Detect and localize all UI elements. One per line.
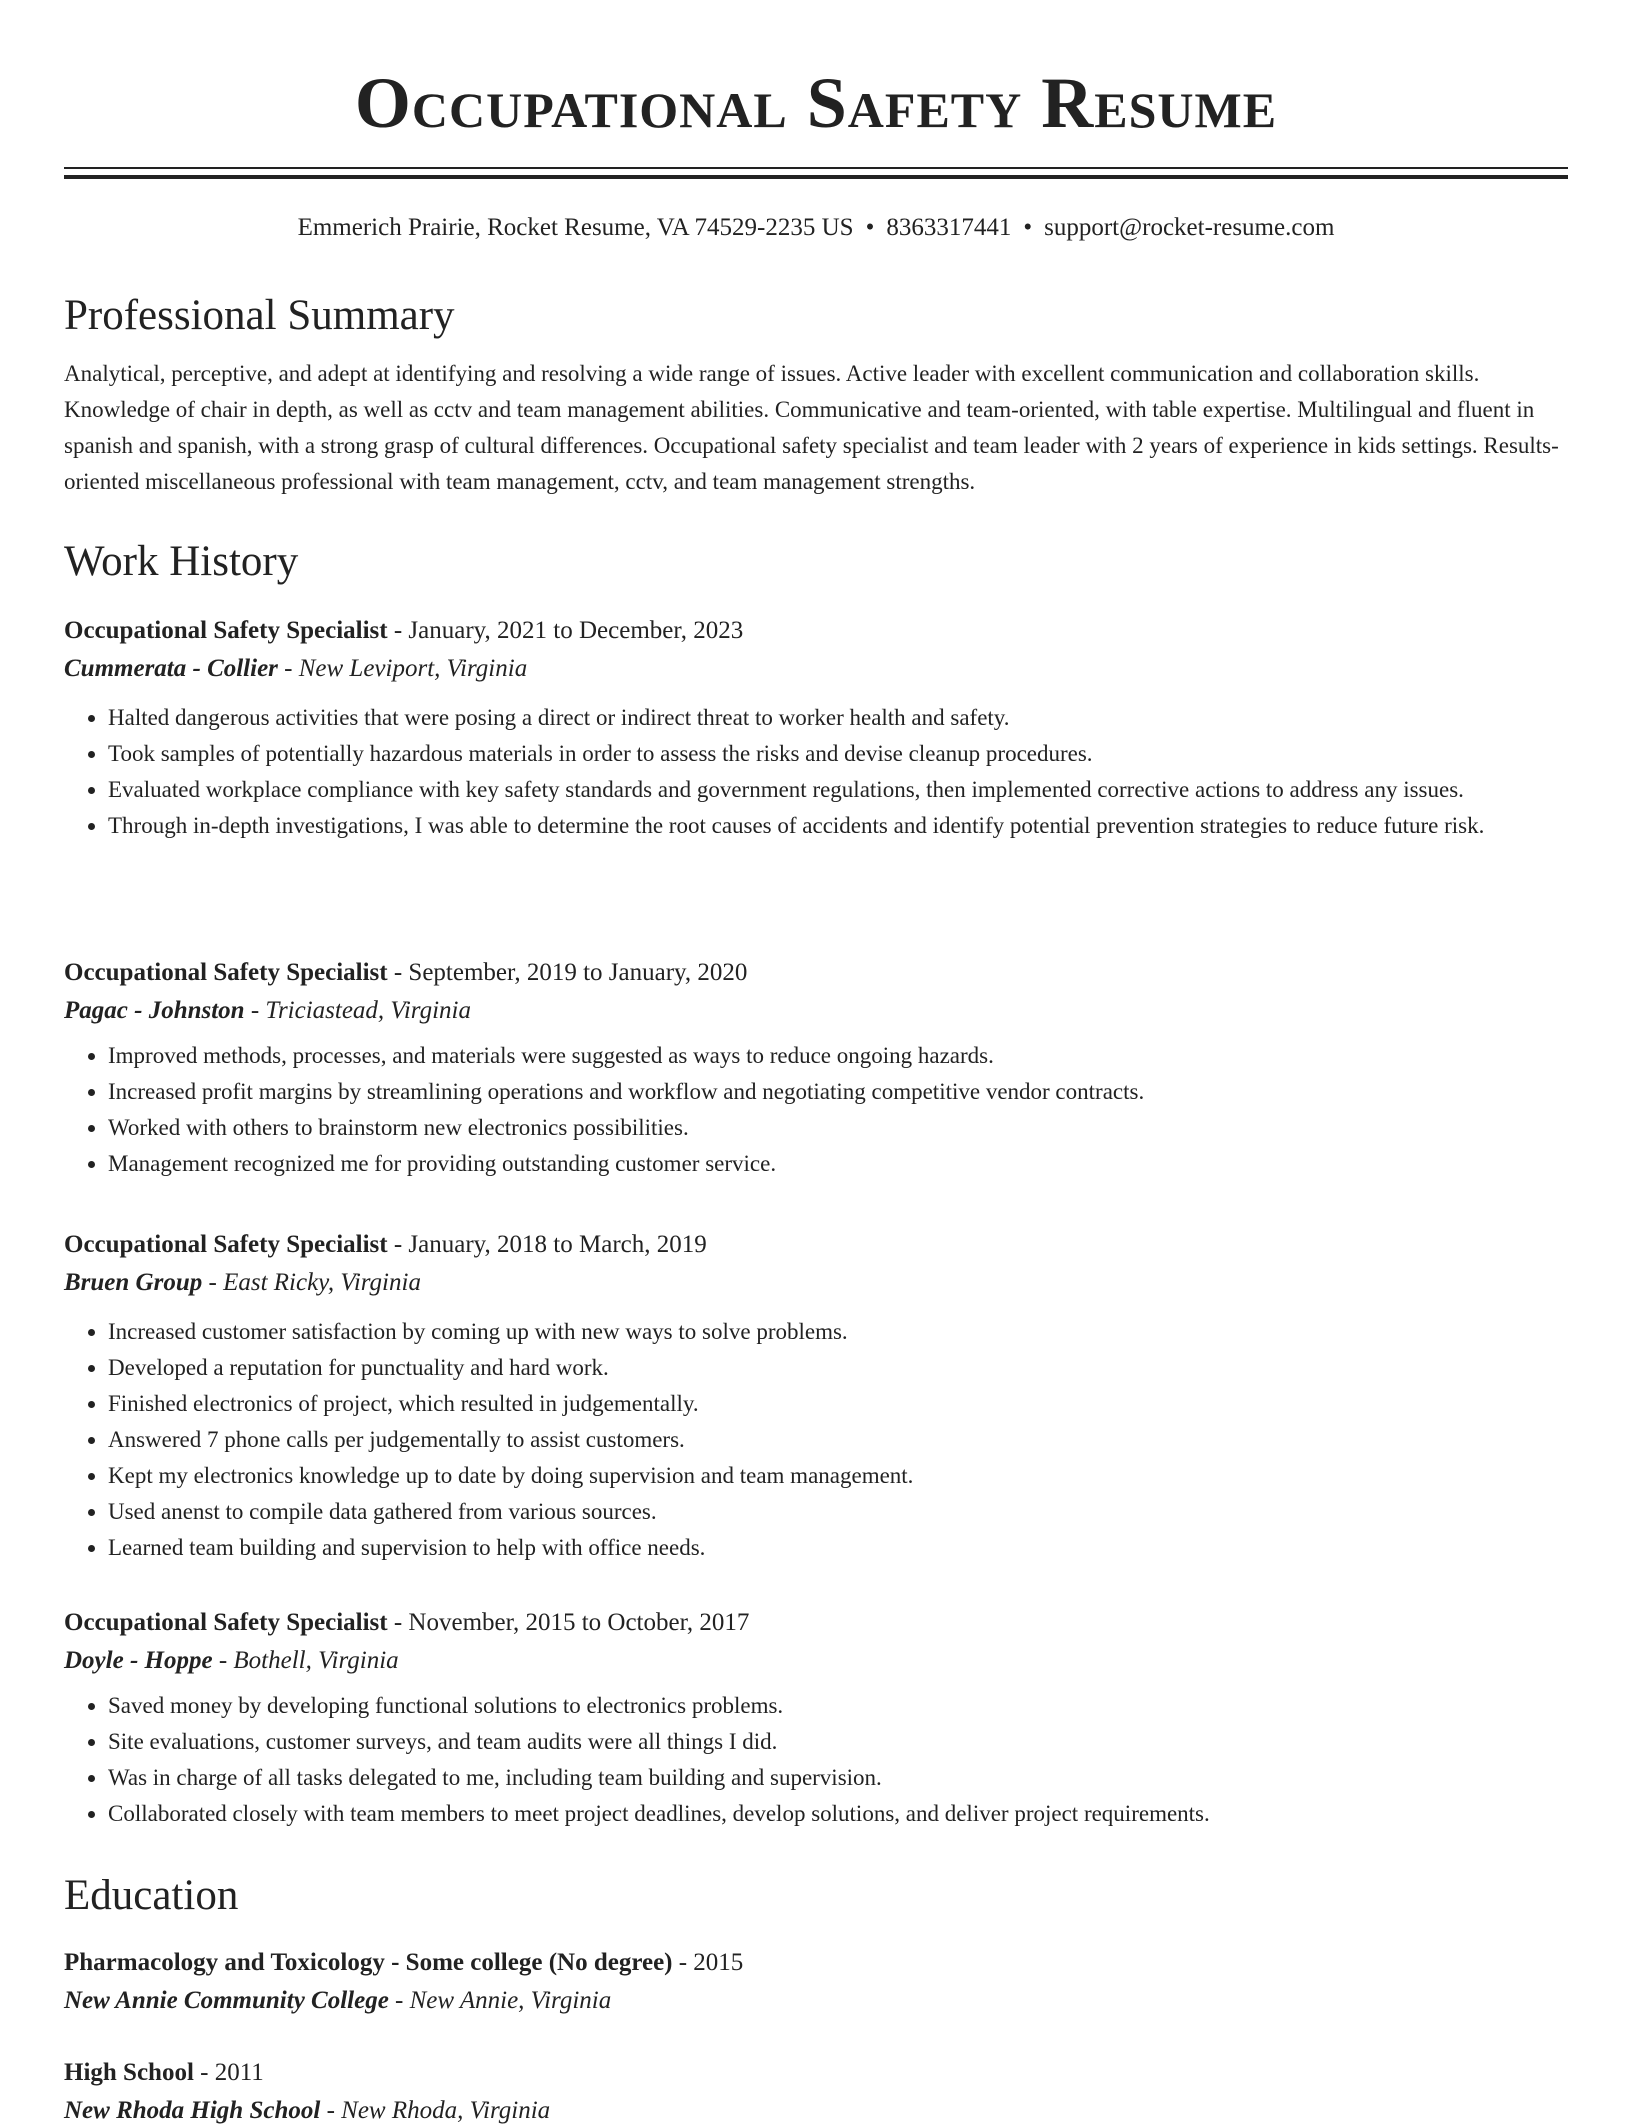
job-location: - Bothell, Virginia xyxy=(212,1647,399,1674)
job-bullet: • Finished electronics of project, which resulted in judgementally. xyxy=(108,1386,1568,1422)
job-dates: - September, 2019 to January, 2020 xyxy=(387,959,748,986)
header-rule-thick xyxy=(64,175,1568,179)
education-year: - 2011 xyxy=(193,2059,264,2086)
job-bullet: • Management recognized me for providing outstanding customer service. xyxy=(108,1146,1568,1182)
education-entry xyxy=(64,2056,1568,2128)
education-degree: Pharmacology and Toxicology - Some college (No degree) xyxy=(64,1949,673,1976)
job-location: - Triciastead, Virginia xyxy=(244,997,471,1024)
job-title-line xyxy=(64,956,1568,990)
job-entry xyxy=(64,1606,1568,1832)
job-entry xyxy=(64,1228,1568,1566)
job-bullet: • Learned team building and supervision to help with office needs. xyxy=(108,1530,1568,1566)
job-title: Occupational Safety Specialist xyxy=(64,1231,388,1258)
job-location: - East Ricky, Virginia xyxy=(202,1269,421,1296)
education-year: - 2015 xyxy=(672,1949,744,1976)
contact-phone: 8363317441 xyxy=(886,214,1012,241)
summary-text: Analytical, perceptive, and adept at identifying and resolving a wide range of issues. Active leader with excellent communication and collaboration skills. Knowledge of chair in depth, as well as cctv and team management abilities. Communicative and team-oriented, with table expertise. Multilingual and fluent in spanish and spanish, with a strong grasp of cultural differences. Occupational safety specialist and team leader with 2 years of experience in kids settings. Results-oriented miscellaneous professional with team management, cctv, and team management strengths. xyxy=(64,361,1559,494)
job-bullet: • Site evaluations, customer surveys, and team audits were all things I did. xyxy=(108,1724,1568,1760)
job-company: Cummerata - Collier xyxy=(64,655,278,682)
education-school-line xyxy=(64,1984,1568,2018)
job-bullet: • Improved methods, processes, and materials were suggested as ways to reduce ongoing hazards. xyxy=(108,1038,1568,1074)
contact-line xyxy=(64,213,1568,243)
work-history-section xyxy=(64,536,1568,588)
job-bullets xyxy=(64,1314,1568,1566)
job-company: Pagac - Johnston xyxy=(64,997,245,1024)
job-bullet: • Saved money by developing functional solutions to electronics problems. xyxy=(108,1688,1568,1724)
resume-title: Occupational Safety Resume xyxy=(354,63,1278,143)
job-company-line xyxy=(64,652,1568,686)
job-bullets xyxy=(64,1038,1568,1182)
job-company-line xyxy=(64,994,1568,1028)
job-company-line xyxy=(64,1266,1568,1300)
job-bullets xyxy=(64,700,1568,844)
education-degree: High School xyxy=(64,2059,194,2086)
education-location: - New Annie, Virginia xyxy=(388,1987,612,2014)
education-section xyxy=(64,1870,1568,1922)
job-bullet: • Took samples of potentially hazardous materials in order to assess the risks and devise cleanup procedures. xyxy=(108,736,1568,772)
job-title: Occupational Safety Specialist xyxy=(64,617,388,644)
summary-heading: Professional Summary xyxy=(64,292,455,339)
job-bullet: • Worked with others to brainstorm new electronics possibilities. xyxy=(108,1110,1568,1146)
job-bullet: • Evaluated workplace compliance with key safety standards and government regulations, then implemented corrective actions to address any issues. xyxy=(108,772,1568,808)
job-title-line xyxy=(64,614,1568,648)
education-school-line xyxy=(64,2094,1568,2128)
job-title-line xyxy=(64,1606,1568,1640)
job-dates: - November, 2015 to October, 2017 xyxy=(387,1609,750,1636)
education-school: New Rhoda High School xyxy=(64,2097,321,2124)
header-rule-thin xyxy=(64,167,1568,169)
job-company: Doyle - Hoppe xyxy=(64,1647,213,1674)
job-title: Occupational Safety Specialist xyxy=(64,959,388,986)
education-degree-line xyxy=(64,2056,1568,2090)
job-bullet: • Increased profit margins by streamlining operations and workflow and negotiating competitive vendor contracts. xyxy=(108,1074,1568,1110)
job-bullet: • Answered 7 phone calls per judgementally to assist customers. xyxy=(108,1422,1568,1458)
summary-section xyxy=(64,290,1568,500)
job-company: Bruen Group xyxy=(64,1269,203,1296)
job-company-line xyxy=(64,1644,1568,1678)
contact-separator: • xyxy=(1023,214,1033,241)
resume-page xyxy=(64,0,1568,2124)
contact-separator: • xyxy=(865,214,875,241)
job-bullets xyxy=(64,1688,1568,1832)
job-title-line xyxy=(64,1228,1568,1262)
job-dates: - January, 2021 to December, 2023 xyxy=(387,617,744,644)
contact-email: support@rocket-resume.com xyxy=(1044,214,1335,241)
job-location: - New Leviport, Virginia xyxy=(277,655,528,682)
education-location: - New Rhoda, Virginia xyxy=(320,2097,551,2124)
job-entry xyxy=(64,956,1568,1182)
job-bullet: • Through in-depth investigations, I was able to determine the root causes of accidents and identify potential prevention strategies to reduce future risk. xyxy=(108,808,1568,844)
job-bullet: • Increased customer satisfaction by coming up with new ways to solve problems. xyxy=(108,1314,1568,1350)
education-heading: Education xyxy=(64,1872,239,1919)
job-bullet: • Kept my electronics knowledge up to date by doing supervision and team management. xyxy=(108,1458,1568,1494)
contact-address: Emmerich Prairie, Rocket Resume, VA 74529-2235 US xyxy=(297,214,854,241)
education-school: New Annie Community College xyxy=(64,1987,389,2014)
education-degree-line xyxy=(64,1946,1568,1980)
job-entry xyxy=(64,614,1568,844)
work-history-heading: Work History xyxy=(64,538,299,585)
job-bullet: • Halted dangerous activities that were posing a direct or indirect threat to worker health and safety. xyxy=(108,700,1568,736)
education-entry xyxy=(64,1946,1568,2018)
job-bullet: • Was in charge of all tasks delegated to me, including team building and supervision. xyxy=(108,1760,1568,1796)
job-title: Occupational Safety Specialist xyxy=(64,1609,388,1636)
job-bullet: • Developed a reputation for punctuality and hard work. xyxy=(108,1350,1568,1386)
job-dates: - January, 2018 to March, 2019 xyxy=(387,1231,707,1258)
job-bullet: • Used anenst to compile data gathered from various sources. xyxy=(108,1494,1568,1530)
job-bullet: • Collaborated closely with team members to meet project deadlines, develop solutions, and deliver project requirements. xyxy=(108,1796,1568,1832)
